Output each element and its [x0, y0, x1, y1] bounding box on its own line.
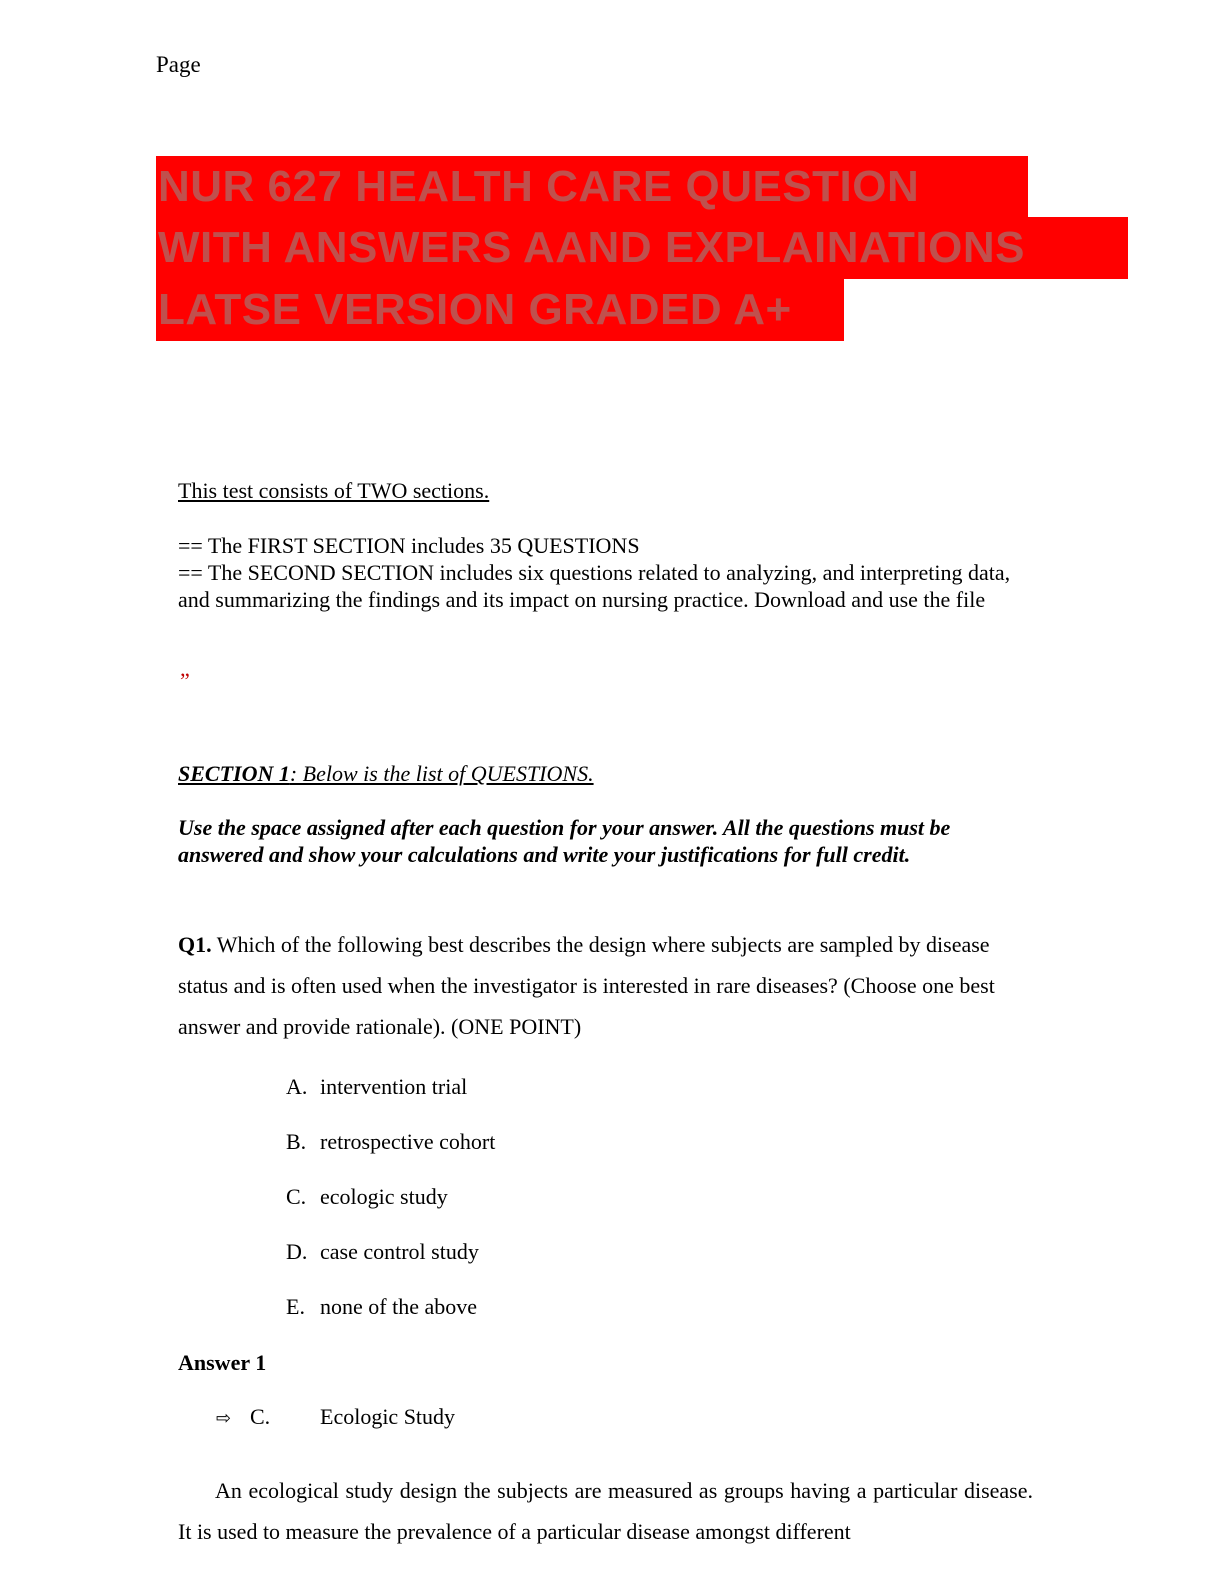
answer-1-letter: C.: [250, 1404, 271, 1429]
option-letter: D.: [286, 1239, 308, 1264]
answer-1-choice: Ecologic Study: [320, 1404, 456, 1429]
option-text: none of the above: [320, 1294, 477, 1319]
option-text: case control study: [320, 1239, 479, 1264]
title-line-2: WITH ANSWERS AAND EXPLAINATIONS: [156, 217, 1128, 279]
intro-second-section: == The SECOND SECTION includes six questions related to analyzing, and interpreting data, and summarizing the findings and its impact on nursing practice. Download and use the file: [178, 560, 1011, 612]
option-text: intervention trial: [320, 1074, 468, 1099]
option-letter: A.: [286, 1074, 308, 1099]
title-line-1: NUR 627 HEALTH CARE QUESTION: [156, 156, 1028, 218]
answer-1-heading: Answer 1: [178, 1350, 267, 1375]
option-b: [286, 1129, 495, 1155]
option-text: retrospective cohort: [320, 1129, 496, 1154]
option-a: [286, 1074, 467, 1100]
question-1-text: Which of the following best describes the design where subjects are sampled by disease status and is often used when the investigator is interested in rare diseases? (Choose one best answer and provide rationale). (ONE POINT): [178, 932, 995, 1039]
option-c: [286, 1184, 448, 1210]
answer-1-choice-row: [216, 1404, 455, 1430]
title-line-3: LATSE VERSION GRADED A+: [156, 279, 844, 341]
option-letter: B.: [286, 1129, 307, 1154]
option-e: [286, 1294, 477, 1320]
section-1-heading: [178, 760, 594, 787]
intro-consists: This test consists of TWO sections.: [178, 478, 490, 503]
section-1-rest: : Below is the list of QUESTIONS.: [289, 761, 594, 786]
instructions: Use the space assigned after each question for your answer. All the questions must be answered and show your calculations and write your justifications for full credit.: [178, 815, 951, 867]
option-d: [286, 1239, 479, 1265]
page-label: Page: [156, 52, 201, 77]
option-letter: C.: [286, 1184, 307, 1209]
question-1: [178, 924, 1038, 1047]
question-1-number: Q1.: [178, 932, 212, 957]
answer-1-explanation: An ecological study design the subjects are measured as groups having a particular disease. It is used to measure the prevalence of a particular disease amongst different: [178, 1478, 1033, 1544]
arrow-right-icon: ⇨: [216, 1408, 232, 1429]
option-text: ecologic study: [320, 1184, 448, 1209]
section-1-label: SECTION 1: [178, 761, 290, 786]
intro-first-section: == The FIRST SECTION includes 35 QUESTIONS: [178, 533, 640, 558]
quote-mark: ”: [180, 668, 190, 693]
option-letter: E.: [286, 1294, 305, 1319]
